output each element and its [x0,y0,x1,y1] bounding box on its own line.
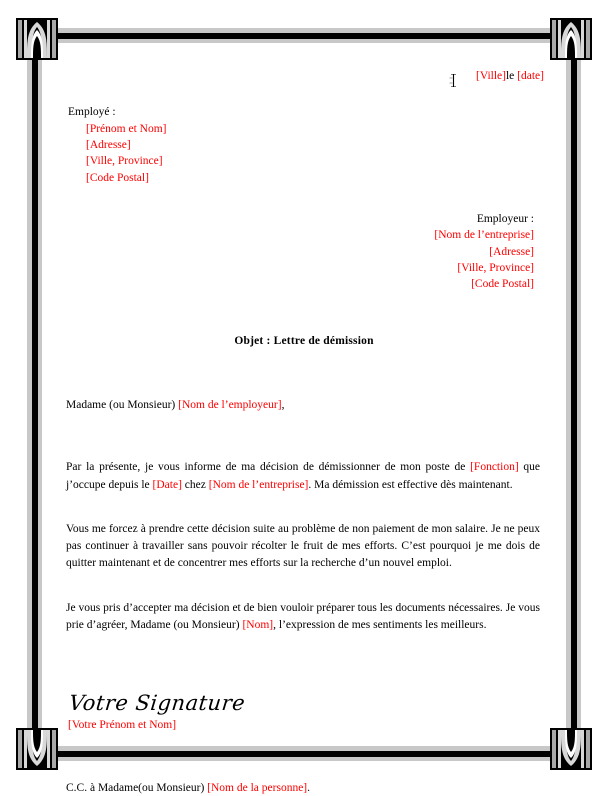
date-line [56,68,544,84]
employee-city-placeholder[interactable]: [Ville, Province] [86,155,163,168]
cc-suffix: . [307,781,310,794]
gothic-arch-ornament-icon [14,726,60,772]
inline-placeholder[interactable]: [Nom de l’entreprise] [208,478,309,491]
employee-address-placeholder[interactable]: [Adresse] [86,138,131,151]
cc-prefix: C.C. à Madame(ou Monsieur) [66,781,208,794]
inline-placeholder[interactable]: [Date] [152,478,182,491]
handwritten-signature: Votre Signature [67,691,247,716]
body-text-segment: . Ma démission est effective dès maintenant. [308,478,513,491]
letter-content [56,50,552,794]
signature-name-placeholder[interactable]: [Votre Prénom et Nom] [68,719,177,732]
body-text-segment: chez [181,478,209,491]
body-text-segment: Vous me forcez à prendre cette décision suite au problème de non paiement de mon salaire. Je ne peux pas continuer à travailler sans pouvoir récolter le fruit de mes efforts. C’est pourquoi je me dois de quitter maintenant et de concentrer mes efforts sur la recherche d’un nouvel emploi. [66,522,540,570]
border-bar-top [42,27,566,44]
gothic-arch-ornament-icon [548,726,594,772]
body-text-segment: Par la présente, je vous informe de ma décision de démissionner de mon poste de [66,461,471,474]
date-placeholder[interactable]: [date] [517,70,544,82]
body-text-segment: que j’occupe depuis le [66,461,540,491]
body-paragraph-1 [66,459,540,494]
city-placeholder[interactable]: [Ville] [476,70,506,82]
body-text-segment: Je vous pris d’accepter ma décision et de bien vouloir préparer tous les documents nécessaires. Je vous prie d’agréer, Madame (ou Monsieur) [66,601,540,631]
body-paragraph-3 [66,600,540,635]
border-bar-right [565,44,582,756]
cc-name-placeholder[interactable]: [Nom de la personne] [207,781,308,794]
date-connector: le [505,70,515,82]
employee-block [68,104,552,186]
employer-city-placeholder[interactable]: [Ville, Province] [457,261,534,274]
employee-postal-placeholder[interactable]: [Code Postal] [86,171,149,184]
inline-placeholder[interactable]: [Fonction] [470,461,519,474]
subject-line: Objet : Lettre de démission [234,334,374,347]
signature-block [68,692,552,734]
employer-address-placeholder[interactable]: [Adresse] [489,245,534,258]
salutation-prefix: Madame (ou Monsieur) [66,398,179,411]
gothic-arch-ornament-icon [548,16,594,62]
border-bar-left [26,44,43,756]
border-bar-bottom [42,745,566,762]
employer-block [56,211,534,293]
employee-name-placeholder[interactable]: [Prénom et Nom] [86,122,167,135]
employer-postal-placeholder[interactable]: [Code Postal] [471,278,534,291]
employer-heading: Employeur : [476,212,534,225]
employer-name-placeholder[interactable]: [Nom de l’employeur] [178,398,282,411]
gothic-arch-ornament-icon [14,16,60,62]
body-text-segment: , l’expression de mes sentiments les meilleurs. [273,618,487,631]
inline-placeholder[interactable]: [Nom] [242,618,274,631]
employee-heading: Employé : [68,106,116,119]
body-paragraph-2 [66,521,540,573]
salutation-suffix: , [281,398,285,411]
salutation-line [66,397,552,413]
employer-company-placeholder[interactable]: [Nom de l’entreprise] [434,229,534,242]
